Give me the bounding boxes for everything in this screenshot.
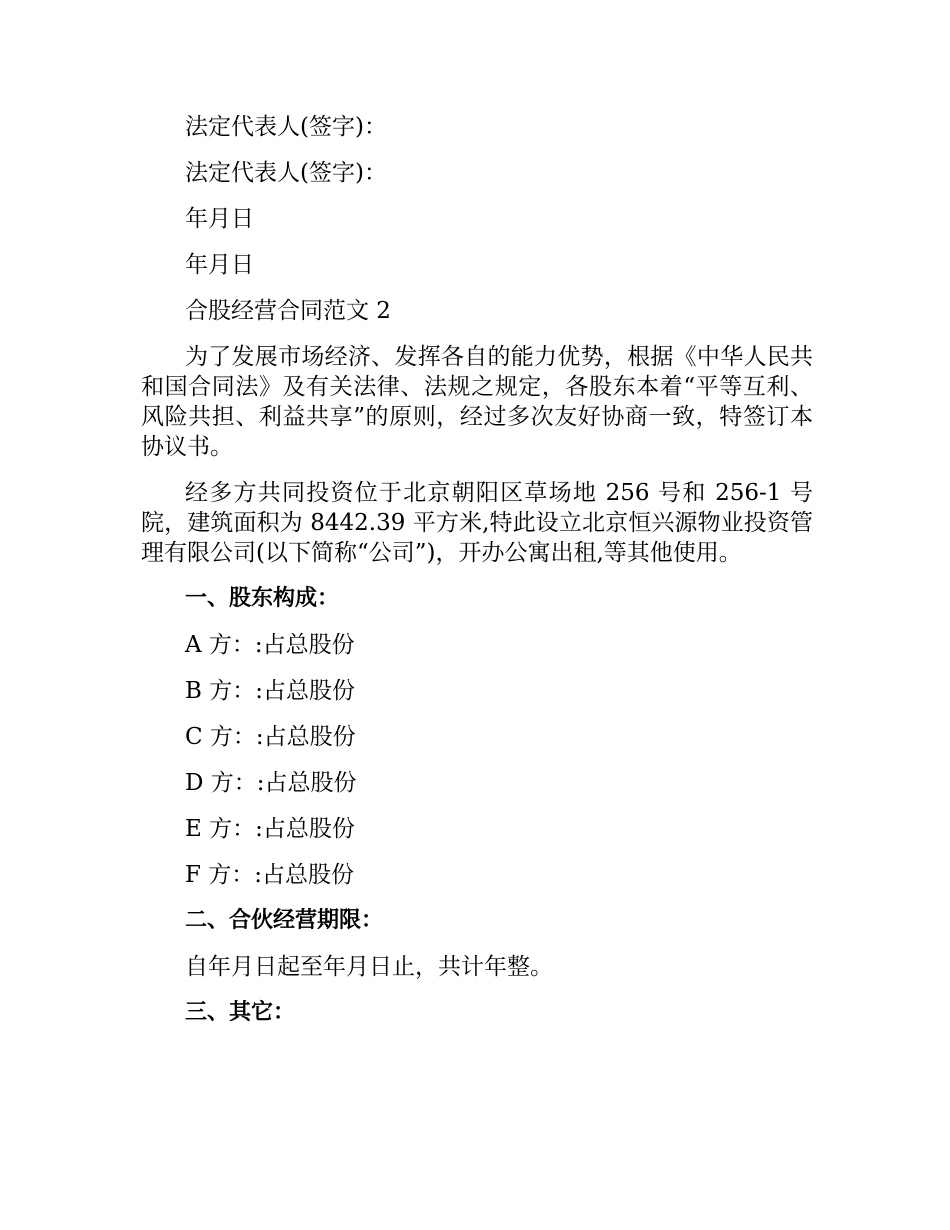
- heading-term: 二、合伙经营期限：: [185, 908, 384, 933]
- location-paragraph: 经多方共同投资位于北京朝阳区草场地 256 号和 256-1 号院，建筑面积为 8442.39 平方米,特此设立北京恒兴源物业投资管理有限公司(以下简称“公司”)，开办公寓出租,等其他使用。: [141, 480, 813, 566]
- term-text: 自年月日起至年月日止，共计年整。: [185, 954, 553, 980]
- document-page: [141, 112, 813, 1044]
- intro-paragraph: 为了发展市场经济、发挥各自的能力优势，根据《中华人民共和国合同法》及有关法律、法规之规定，各股东本着“平等互利、风险共担、利益共享”的原则，经过多次友好协商一致，特签订本协议书。: [141, 344, 813, 460]
- shareholder-item-b: B 方：:占总股份: [185, 678, 355, 704]
- shareholder-item-d: D 方：:占总股份: [185, 770, 357, 796]
- heading-shareholders: 一、股东构成：: [185, 586, 340, 611]
- heading-other: 三、其它：: [185, 1000, 296, 1025]
- date-line-1: 年月日: [185, 206, 254, 232]
- signature-line-2: 法定代表人(签字)：: [185, 160, 387, 186]
- shareholder-item-a: A 方：:占总股份: [185, 632, 355, 658]
- shareholder-item-e: E 方：:占总股份: [185, 816, 355, 842]
- date-line-2: 年月日: [185, 252, 254, 278]
- shareholder-item-f: F 方：:占总股份: [185, 862, 355, 888]
- signature-line-1: 法定代表人(签字)：: [185, 114, 387, 140]
- section-title: 合股经营合同范文 2: [185, 298, 391, 324]
- shareholder-item-c: C 方：:占总股份: [185, 724, 356, 750]
